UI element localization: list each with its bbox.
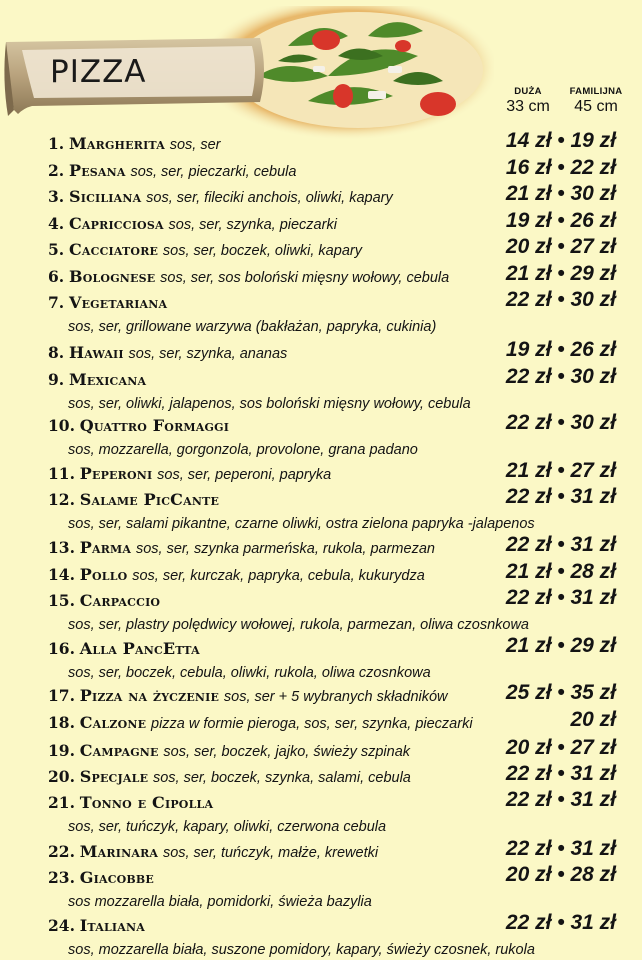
menu-item-line bbox=[48, 370, 146, 389]
item-description: sos, ser, salami pikantne, czarne oliwki, ostra zielona papryka -jalapenos bbox=[68, 516, 535, 532]
item-description: sos, ser, tuńczyk, kapary, oliwki, czerwona cebula bbox=[68, 819, 387, 835]
item-price: 22 zł • 31 zł bbox=[505, 837, 616, 860]
item-price: 21 zł • 29 zł bbox=[505, 262, 616, 285]
item-price: 22 zł • 31 zł bbox=[505, 533, 616, 556]
menu-item-line bbox=[48, 713, 473, 732]
item-name: Peperoni bbox=[79, 464, 153, 483]
item-number: 10. bbox=[48, 416, 75, 435]
menu-item-line bbox=[48, 416, 229, 435]
item-name: Specjale bbox=[79, 767, 149, 786]
item-name: Parma bbox=[79, 538, 132, 557]
size-name: DUŻA bbox=[514, 86, 542, 97]
item-name: Vegetariana bbox=[68, 293, 168, 312]
size-cm: 45 cm bbox=[574, 98, 618, 115]
item-name: Quattro Formaggi bbox=[79, 416, 230, 435]
menu-item-line bbox=[48, 591, 160, 610]
item-number: 15. bbox=[48, 591, 75, 610]
item-number: 7. bbox=[48, 293, 65, 312]
item-price: 21 zł • 28 zł bbox=[505, 560, 616, 583]
item-price: 19 zł • 26 zł bbox=[505, 338, 616, 361]
item-description: sos, ser + 5 wybranych składników bbox=[223, 689, 448, 705]
item-number: 19. bbox=[48, 741, 75, 760]
item-price: 20 zł • 27 zł bbox=[505, 235, 616, 258]
item-description: sos, mozzarella biała, suszone pomidory, kapary, świeży czosnek, rukola bbox=[68, 942, 535, 958]
menu-item-line bbox=[48, 464, 331, 483]
menu-item-line bbox=[48, 490, 219, 509]
item-number: 24. bbox=[48, 916, 75, 935]
item-name: Giacobbe bbox=[79, 868, 155, 887]
item-name: Calzone bbox=[79, 713, 147, 732]
menu-item-line bbox=[48, 538, 435, 557]
item-price: 22 zł • 31 zł bbox=[505, 911, 616, 934]
item-description: sos, ser, szynka, ananas bbox=[128, 346, 288, 362]
item-number: 23. bbox=[48, 868, 75, 887]
menu-item-line bbox=[48, 343, 287, 362]
item-name: Pollo bbox=[79, 565, 128, 584]
item-price: 16 zł • 22 zł bbox=[505, 156, 616, 179]
item-description: sos, ser, kurczak, papryka, cebula, kukurydza bbox=[132, 568, 425, 584]
item-description: sos, ser, boczek, cebula, oliwki, rukola, oliwa czosnkowa bbox=[68, 665, 431, 681]
item-number: 6. bbox=[48, 267, 65, 286]
item-description: sos, ser, boczek, szynka, salami, cebula bbox=[152, 770, 411, 786]
item-price: 22 zł • 31 zł bbox=[505, 762, 616, 785]
item-name: Bolognese bbox=[68, 267, 156, 286]
menu-item-line bbox=[48, 267, 449, 286]
menu-item-line bbox=[48, 134, 220, 153]
item-price: 20 zł • 27 zł bbox=[505, 736, 616, 759]
item-description: sos, ser, plastry polędwicy wołowej, rukola, parmezan, oliwa czosnkowa bbox=[68, 617, 529, 633]
item-name: Italiana bbox=[79, 916, 145, 935]
item-price: 21 zł • 30 zł bbox=[505, 182, 616, 205]
item-description: sos, ser, boczek, jajko, świeży szpinak bbox=[163, 744, 411, 760]
item-price: 22 zł • 31 zł bbox=[505, 788, 616, 811]
item-name: Pizza na życzenie bbox=[79, 686, 220, 705]
menu-item-line bbox=[48, 916, 145, 935]
menu-item-line bbox=[48, 187, 393, 206]
item-description: sos, ser, szynka, pieczarki bbox=[168, 217, 337, 233]
item-description: sos, ser bbox=[169, 137, 221, 153]
item-number: 3. bbox=[48, 187, 65, 206]
item-description: sos, ser, szynka parmeńska, rukola, parmezan bbox=[135, 541, 435, 557]
menu-item-line bbox=[48, 741, 410, 760]
item-description: pizza w formie pieroga, sos, ser, szynka, pieczarki bbox=[151, 716, 473, 732]
item-name: Cacciatore bbox=[68, 240, 159, 259]
item-number: 1. bbox=[48, 134, 65, 153]
item-price: 21 zł • 27 zł bbox=[505, 459, 616, 482]
item-description: sos, ser, pieczarki, cebula bbox=[130, 164, 297, 180]
item-description: sos, ser, sos boloński mięsny wołowy, cebula bbox=[160, 270, 450, 286]
item-name: Salame PicCante bbox=[79, 490, 220, 509]
item-name: Mexicana bbox=[68, 370, 147, 389]
item-number: 21. bbox=[48, 793, 75, 812]
item-price: 21 zł • 29 zł bbox=[505, 634, 616, 657]
item-price: 19 zł • 26 zł bbox=[505, 209, 616, 232]
item-name: Margherita bbox=[68, 134, 165, 153]
item-name: Siciliana bbox=[68, 187, 142, 206]
item-name: Alla PancEtta bbox=[79, 639, 200, 658]
item-number: 11. bbox=[48, 464, 75, 483]
item-number: 17. bbox=[48, 686, 75, 705]
size-name: FAMILIJNA bbox=[569, 86, 623, 97]
menu-item-line bbox=[48, 793, 213, 812]
item-name: Pesana bbox=[68, 161, 126, 180]
menu-item-line bbox=[48, 686, 448, 705]
item-price: 22 zł • 31 zł bbox=[505, 485, 616, 508]
item-description: sos, mozzarella, gorgonzola, provolone, grana padano bbox=[68, 442, 418, 458]
item-number: 5. bbox=[48, 240, 65, 259]
menu-item-line bbox=[48, 293, 167, 312]
item-number: 18. bbox=[48, 713, 75, 732]
item-number: 9. bbox=[48, 370, 65, 389]
item-price: 22 zł • 30 zł bbox=[505, 411, 616, 434]
item-price: 20 zł bbox=[570, 708, 616, 731]
item-description: sos, ser, boczek, oliwki, kapary bbox=[162, 243, 362, 259]
menu-item-line bbox=[48, 767, 411, 786]
item-name: Tonno e Cipolla bbox=[79, 793, 214, 812]
item-name: Capricciosa bbox=[68, 214, 164, 233]
size-header-large bbox=[502, 86, 554, 116]
item-number: 14. bbox=[48, 565, 75, 584]
menu-item-line bbox=[48, 565, 425, 584]
item-number: 8. bbox=[48, 343, 65, 362]
menu-item-line bbox=[48, 161, 296, 180]
item-number: 12. bbox=[48, 490, 75, 509]
item-price: 22 zł • 31 zł bbox=[505, 586, 616, 609]
item-name: Campagne bbox=[79, 741, 159, 760]
menu-item-line bbox=[48, 240, 362, 259]
item-number: 2. bbox=[48, 161, 65, 180]
item-name: Marinara bbox=[79, 842, 159, 861]
item-description: sos, ser, peperoni, papryka bbox=[157, 467, 332, 483]
item-number: 22. bbox=[48, 842, 75, 861]
menu-item-line bbox=[48, 214, 337, 233]
item-description: sos, ser, grillowane warzywa (bakłażan, papryka, cukinia) bbox=[68, 319, 437, 335]
menu-item-line bbox=[48, 868, 154, 887]
item-description: sos, ser, tuńczyk, małże, krewetki bbox=[162, 845, 379, 861]
item-name: Hawaii bbox=[68, 343, 124, 362]
size-header-family bbox=[560, 86, 632, 116]
item-price: 22 zł • 30 zł bbox=[505, 365, 616, 388]
item-price: 25 zł • 35 zł bbox=[505, 681, 616, 704]
item-price: 14 zł • 19 zł bbox=[505, 129, 616, 152]
item-name: Carpaccio bbox=[79, 591, 161, 610]
item-number: 13. bbox=[48, 538, 75, 557]
menu-item-line bbox=[48, 639, 200, 658]
page-title: PIZZA bbox=[50, 54, 147, 90]
item-number: 20. bbox=[48, 767, 75, 786]
item-number: 4. bbox=[48, 214, 65, 233]
menu-item-line bbox=[48, 842, 378, 861]
item-description: sos mozzarella biała, pomidorki, świeża bazylia bbox=[68, 894, 372, 910]
item-price: 22 zł • 30 zł bbox=[505, 288, 616, 311]
size-cm: 33 cm bbox=[506, 98, 550, 115]
item-number: 16. bbox=[48, 639, 75, 658]
item-description: sos, ser, oliwki, jalapenos, sos boloński mięsny wołowy, cebula bbox=[68, 396, 471, 412]
item-description: sos, ser, fileciki anchois, oliwki, kapary bbox=[146, 190, 393, 206]
item-price: 20 zł • 28 zł bbox=[505, 863, 616, 886]
